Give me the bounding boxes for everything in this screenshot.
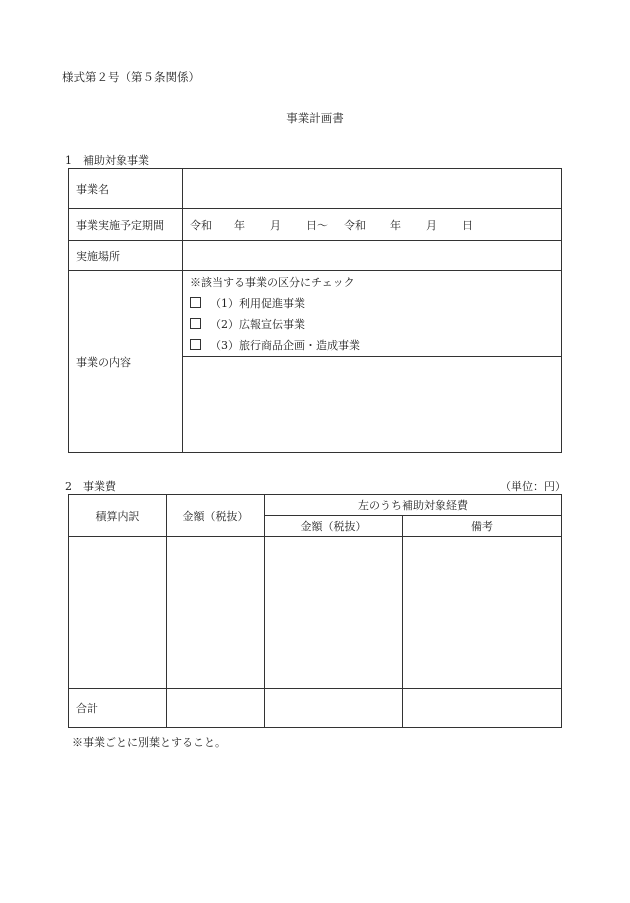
period-day-start: 日〜	[306, 218, 328, 232]
remarks-header: 備考	[403, 516, 562, 537]
period-era-start: 令和	[190, 218, 212, 232]
project-name-label: 事業名	[69, 169, 183, 209]
period-year-start: 年	[234, 218, 245, 232]
period-label: 事業実施予定期間	[69, 209, 183, 241]
document-title: 事業計画書	[286, 111, 344, 125]
checkbox-icon[interactable]	[190, 318, 201, 329]
footnote: ※事業ごとに別葉とすること。	[72, 736, 226, 749]
period-year-end: 年	[390, 218, 401, 232]
section1-heading: 1 補助対象事業	[65, 154, 149, 167]
checkbox-icon[interactable]	[190, 297, 201, 308]
place-label: 実施場所	[69, 241, 183, 271]
total-subsidy-cell[interactable]	[265, 689, 403, 728]
total-remarks-cell[interactable]	[403, 689, 562, 728]
period-field[interactable]	[183, 209, 562, 241]
period-month-start: 月	[270, 218, 281, 232]
subsidy-amount-header: 金額（税抜）	[265, 516, 403, 537]
period-era-end: 令和	[344, 218, 366, 232]
category-checklist	[183, 271, 562, 357]
project-name-field[interactable]	[183, 169, 562, 209]
amount-cell[interactable]	[167, 537, 265, 689]
period-month-end: 月	[426, 218, 437, 232]
check-item-1[interactable]: （1）利用促進事業	[190, 293, 561, 314]
section2-heading: 2 事業費	[65, 480, 116, 493]
unit-label: （単位：円）	[500, 480, 566, 493]
total-amount-cell[interactable]	[167, 689, 265, 728]
total-label: 合計	[69, 689, 167, 728]
amount-header: 金額（税抜）	[167, 495, 265, 537]
place-field[interactable]	[183, 241, 562, 271]
check-item-3[interactable]: （3）旅行商品企画・造成事業	[190, 335, 561, 356]
check-item-2[interactable]: （2）広報宣伝事業	[190, 314, 561, 335]
checkbox-icon[interactable]	[190, 339, 201, 350]
project-table	[68, 168, 562, 453]
subsidy-amount-cell[interactable]	[265, 537, 403, 689]
check-note: ※該当する事業の区分にチェック	[190, 276, 355, 289]
content-label: 事業の内容	[69, 271, 183, 453]
breakdown-header: 積算内訳	[69, 495, 167, 537]
subsidy-group-header: 左のうち補助対象経費	[265, 495, 562, 516]
remarks-cell[interactable]	[403, 537, 562, 689]
period-day-end: 日	[462, 218, 473, 232]
content-field[interactable]	[183, 357, 562, 453]
breakdown-cell[interactable]	[69, 537, 167, 689]
cost-table	[68, 494, 562, 728]
form-number: 様式第２号（第５条関係）	[62, 70, 200, 84]
